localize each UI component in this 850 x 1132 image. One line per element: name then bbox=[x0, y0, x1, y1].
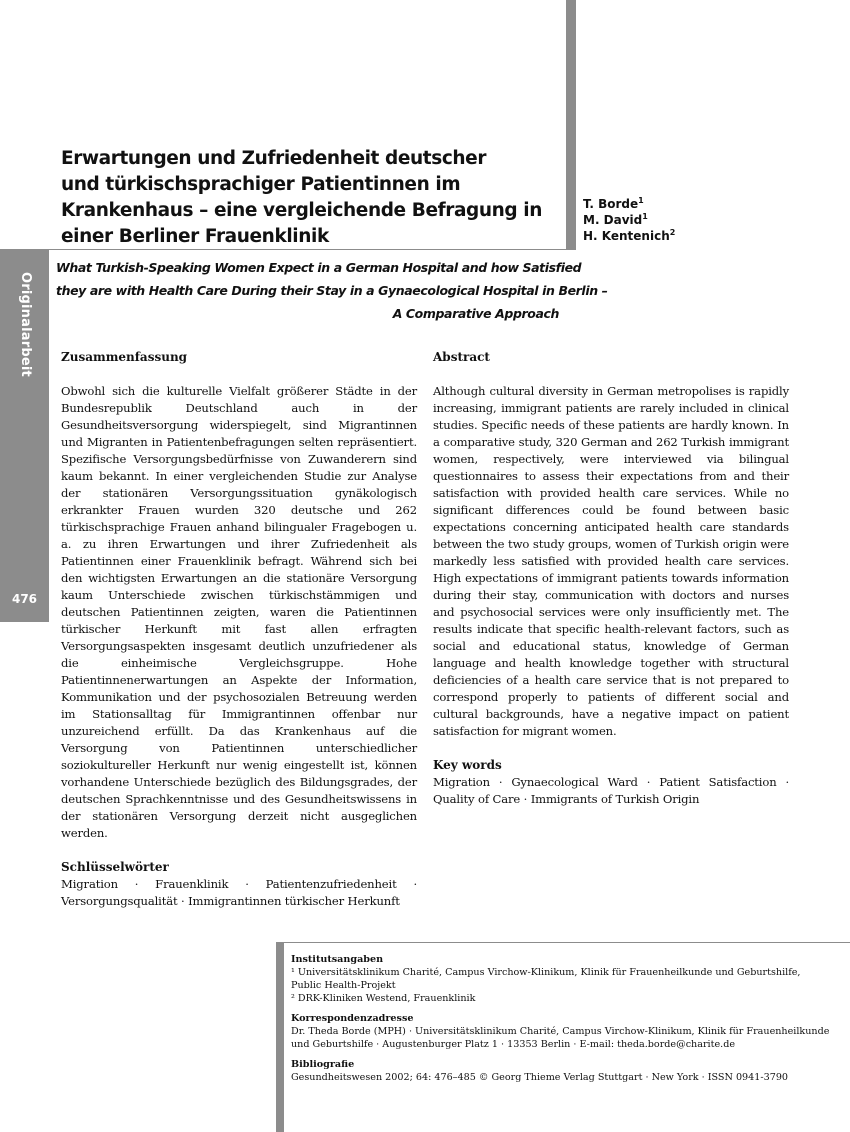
institut-line: ¹ Universitätsklinikum Charité, Campus Virchow-Klinikum, Klinik für Frauenheilkunde und Geburtshilfe, bbox=[291, 967, 801, 978]
author: T. Borde$^1$ bbox=[583, 196, 644, 211]
info-box-bar bbox=[276, 943, 284, 1132]
info-box bbox=[291, 953, 843, 1091]
bibliografie-text: Gesundheitswesen 2002; 64: 476–485 © Georg Thieme Verlag Stuttgart · New York · ISSN 0941-3790 bbox=[291, 1072, 789, 1083]
zusammenfassung-column bbox=[61, 349, 417, 910]
institut-line: ² DRK-Kliniken Westend, Frauenklinik bbox=[291, 993, 476, 1004]
title-line: Krankenhaus – eine vergleichende Befragung in bbox=[61, 200, 543, 221]
schluesselwoerter-text: Migration · Frauenklinik · Patientenzufriedenheit · Versorgungsqualität · Immigrantinnen türkischer Herkunft bbox=[61, 877, 417, 908]
info-box-rule bbox=[276, 942, 850, 943]
side-tab-label: Originalarbeit bbox=[18, 272, 33, 377]
bibliografie-block bbox=[291, 1058, 843, 1084]
author: M. David$^1$ bbox=[583, 212, 648, 227]
author-list bbox=[583, 196, 675, 244]
affiliation-mark: 2 bbox=[669, 228, 676, 237]
title-line: Erwartungen und Zufriedenheit deutscher bbox=[61, 148, 487, 169]
affiliation-mark: 1 bbox=[638, 196, 644, 205]
schluesselwoerter-heading: Schlüsselwörter bbox=[61, 860, 169, 874]
affiliation-mark: 1 bbox=[642, 212, 648, 221]
keywords-heading: Key words bbox=[433, 758, 502, 772]
zusammenfassung-heading: Zusammenfassung bbox=[61, 350, 188, 364]
author: H. Kentenich$^2$ bbox=[583, 228, 676, 243]
zusammenfassung-text: Obwohl sich die kulturelle Vielfalt größerer Städte in der Bundesrepublik Deutschland auch in der Gesundheitsversorgung widerspiegelt, sind Migrantinnen und Migranten in Patientenbefragungen selten repräsentiert. Spezifische Versorgungsbedürfnisse von Zuwanderern sind kaum bekannt. In einer vergleichenden Studie zur Analyse der stationären Versorgungssituation gynäkologisch erkrankter Frauen wurden 320 deutsche und 262 türkischsprachige Frauen anhand bilingualer Fragebogen u. a. zu ihren Erwartungen und ihrer Zufriedenheit als Patientinnen einer Frauenklinik befragt. Während sich bei den wichtigsten Erwartungen an die stationäre Versorgung kaum Unterschiede zwischen türkischstämmigen und deutschen Patientinnen zeigten, waren die Patientinnen türkischer Herkunft mit fast allen erfragten Versorgungsaspekten insgesamt deutlich unzufriedener als die einheimische Vergleichsgruppe. Hohe Patientinnenerwartungen an Aspekte der Information, Kommunikation und der psychosozialen Betreuung werden im Stationsalltag für Immigrantinnen offenbar nur unzureichend erfüllt. Da das Krankenhaus auf die Versorgung von Patientinnen unterschiedlicher soziokultureller Herkunft nur wenig eingestellt ist, können vorhandene Unterschiede bezüglich des Bildungsgrades, der deutschen Sprachkenntnisse und des Gesundheitswissens in der stationären Versorgung derzeit nicht ausgeglichen werden. bbox=[61, 384, 417, 840]
english-title bbox=[56, 256, 608, 325]
korrespondenz-block bbox=[291, 1012, 843, 1051]
abstract-text: Although cultural diversity in German metropolises is rapidly increasing, immigrant patients are rarely included in clinical studies. Specific needs of these patients are hardly known. In a comparative study, 320 German and 262 Turkish immigrant women, respectively, were interviewed via bilingual questionnaires to assess their expectations from and their satisfaction with provided health care services. While no significant differences could be found between basic expectations concerning anticipated health care standards between the two study groups, women of Turkish origin were markedly less satisfied with provided health care services. High expectations of immigrant patients towards information during their stay, communication with doctors and nurses and psychosocial services were only insufficiently met. The results indicate that specific health-relevant factors, such as social and educational status, knowledge of German language and health knowledge together with structural deficiencies of a health care service that is not prepared to correspond properly to patients of different social and cultural backgrounds, have a negative impact on patient satisfaction for migrant women. bbox=[433, 384, 789, 738]
title-line: und türkischsprachiger Patientinnen im bbox=[61, 174, 461, 195]
title-line: einer Berliner Frauenklinik bbox=[61, 226, 329, 247]
bibliografie-heading: Bibliografie bbox=[291, 1059, 355, 1070]
abstract-heading: Abstract bbox=[433, 350, 490, 364]
top-vertical-bar bbox=[566, 0, 576, 250]
article-title bbox=[61, 146, 561, 250]
institut-block bbox=[291, 953, 843, 1005]
korrespondenz-heading: Korrespondenzadresse bbox=[291, 1013, 414, 1024]
keywords-text: Migration · Gynaecological Ward · Patient Satisfaction · Quality of Care · Immigrants of Turkish Origin bbox=[433, 775, 789, 806]
abstract-column bbox=[433, 349, 789, 808]
subtitle-line: A Comparative Approach bbox=[392, 306, 559, 321]
institut-heading: Institutsangaben bbox=[291, 954, 384, 965]
page-number: 476 bbox=[11, 592, 38, 606]
institut-line: Public Health-Projekt bbox=[291, 980, 396, 991]
korrespondenz-line: und Geburtshilfe · Augustenburger Platz 1 · 13353 Berlin · E-mail: theda.borde@charite.de bbox=[291, 1039, 736, 1050]
subtitle-line: What Turkish-Speaking Women Expect in a German Hospital and how Satisfied bbox=[56, 260, 582, 275]
korrespondenz-line: Dr. Theda Borde (MPH) · Universitätsklinikum Charité, Campus Virchow-Klinikum, Klinik für Frauenheilkunde bbox=[291, 1026, 830, 1037]
subtitle-line: they are with Health Care During their Stay in a Gynaecological Hospital in Berlin – bbox=[56, 283, 608, 298]
